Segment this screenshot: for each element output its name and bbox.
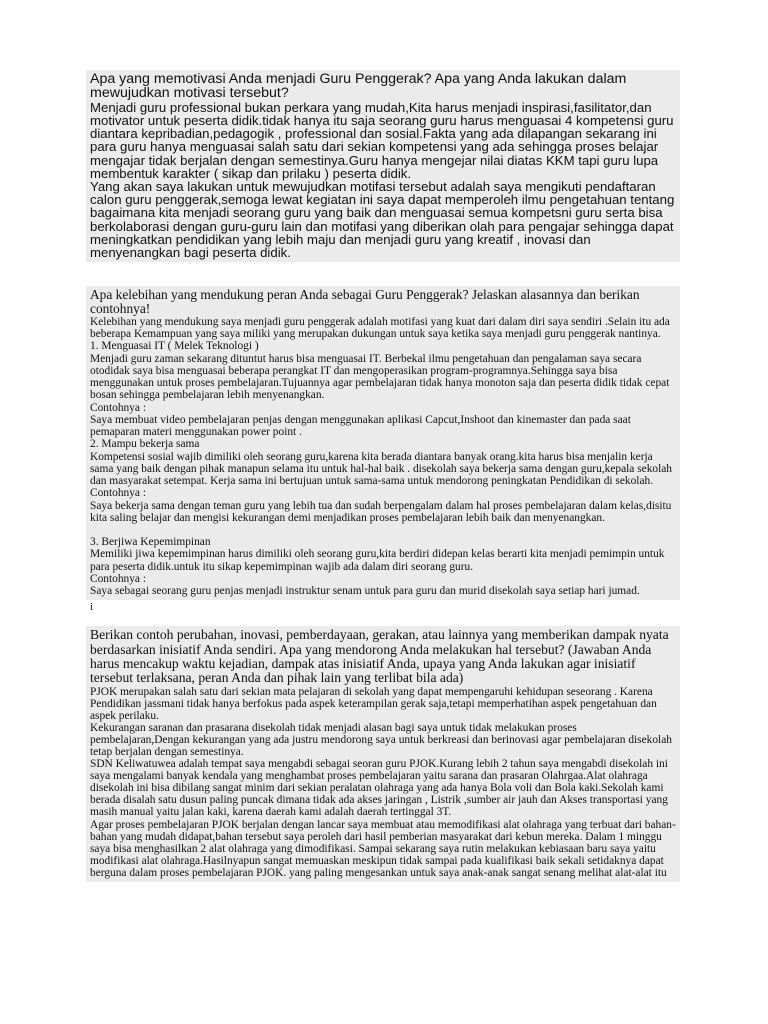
paragraph: Kompetensi sosial wajib dimiliki oleh seorang guru,karena kita berada diantara banyak orang.kita harus bisa menjalin kerja sama yang baik dengan pihak manapun selama itu untuk hal-hal baik . disekolah saya bekerja sama dengan guru,kepala sekolah dan masyarakat setempat. Kerja sama ini bertujuan untuk sama-sama untuk mendorong peningkatan Pendidikan di sekolah. (90, 450, 672, 488)
paragraph: Kekurangan saranan dan prasarana disekolah tidak menjadi alasan bagi saya untuk tidak melakukan proses pembelajaran,Dengan kekurangan yang ada justru mendorong saya untuk berkreasi dan berinovasi agar pembelajaran disekolah tetap berjalan dengan semestinya. (90, 721, 672, 758)
paragraph: Menjadi guru professional bukan perkara yang mudah,Kita harus menjadi inspirasi,fasilitator,dan motivator untuk peserta didik.tidak hanya itu saja seorang guru harus menguasai 4 kompetensi guru diantara kepribadian,pedagogik , professional dan sosial.Fakta yang ada dilapangan sekarang ini para guru hanya menguasai salah satu dari sekian kompetensi yang ada sehingga proses belajar mengajar tidak berjalan dengan semestinya.Guru hanya mengejar nilai diatas KKM tapi guru lupa membentuk karakter ( sikap dan prilaku ) peserta didik. (90, 99, 674, 181)
example-label: Contohnya : (90, 401, 147, 414)
paragraph: SDN Keliwatuwea adalah tempat saya mengabdi sebagai seoran guru PJOK.Kurang lebih 2 tahun saya mengabdi disekolah ini saya mengalami banyak kendala yang menghambat proses pembelajaran yaitu sarana dan prasaran Olahrgaa.Alat olahraga disekolah ini bisa dibilang sangat minim dari sekian peralatan olahraga yang ada hanya Bola voli dan Bola kaki.Sekolah kami berada disalah satu dusun paling puncak dimana tidak ada akses jaringan , Listrik ,sumber air jauh dan Akses transportasi yang masih manual yaitu jalan kaki, karena daerah kami adalah daerah tertinggal 3T. (90, 758, 668, 819)
section-question: Apa yang memotivasi Anda menjadi Guru Penggerak? Apa yang Anda lakukan dalam mewujudkan motivasi tersebut? (90, 71, 627, 102)
section-strengths (86, 286, 680, 600)
section-question: Berikan contoh perubahan, inovasi, pemberdayaan, gerakan, atau lainnya yang memberikan dampak nyata berdasarkan inisiatif Anda sendiri. Apa yang mendorong Anda melakukan hal tersebut? (Jawaban Anda harus mencakup waktu kejadian, dampak atas inisiatif Anda, upaya yang Anda lakukan agar inisiatif tersebut terlaksana, peran Anda dan pihak lain yang terlibat bila ada) (90, 627, 669, 686)
list-heading: 1. Menguasai IT ( Melek Teknologi ) (90, 340, 259, 353)
document-page (86, 70, 680, 882)
example-label: Contohnya : (90, 572, 147, 585)
paragraph: Yang akan saya lakukan untuk mewujudkan motifasi tersebut adalah saya mengikuti pendaftaran calon guru penggerak,semoga lewat kegiatan ini saya dapat memperoleh ilmu pengetahuan tentang bagaimana kita menjadi seorang guru yang baik dan menguasai semua kompetsni guru serta bisa berkolaborasi dengan guru-guru lain dan motifasi yang diberikan olah para pengajar sehingga dapat meningkatkan pendidikan yang lebih maju dan menjadi guru yang kreatif , inovasi dan menyenangkan bagi peserta didik. (90, 179, 675, 261)
paragraph: Menjadi guru zaman sekarang dituntut harus bisa menguasai IT. Berbekal ilmu pengetahuan dan pengalaman saya secara otodidak saya bisa menguasai beberapa perangkat IT dan mengoperasikan program-programnya.Sehingga saya bisa menggunakan untuk proses pembelajaran.Tujuannya agar pembelajaran tidak hanya monoton saja dan peserta didik tidak cepat bosan sehingga pembelajaran lebih menyenangkan. (90, 352, 670, 402)
spacer (90, 524, 676, 536)
list-heading: 2. Mampu bekerja sama (90, 438, 200, 451)
paragraph: Saya sebagai seorang guru penjas menjadi instruktur senam untuk para guru dan murid disekolah saya setiap hari jumad. (90, 585, 640, 598)
paragraph: Kelebihan yang mendukung saya menjadi guru penggerak adalah motifasi yang kuat dari dalam diri saya sendiri .Selain itu ada beberapa Kemampuan yang saya miliki yang merupakan dukungan untuk saya ketika saya menjadi guru penggerak nantinya. (90, 315, 670, 341)
paragraph: PJOK merupakan salah satu dari sekian mata pelajaran di sekolah yang dapat mempengaruhi kehidupan seseorang . Karena Pendidikan jassmani tidak hanya berfokus pada aspek keterampilan gerak saja,tetapi memperhatihan aspek pengetahuan dan aspek perilaku. (90, 685, 657, 722)
section-initiative (86, 626, 680, 882)
list-heading: 3. Berjiwa Kepemimpinan (90, 536, 211, 549)
paragraph: Memiliki jiwa kepemimpinan harus dimiliki oleh seorang guru,kita berdiri didepan kelas berarti kita menjadi pemimpin untuk para peserta didik.untuk itu sikap kepemimpinan wajib ada dalam diri seorang guru. (90, 548, 665, 573)
paragraph: Saya membuat video pembelajaran penjas dengan menggunakan aplikasi Capcut,Inshoot dan kinemaster dan pada saat pemaparan materi menggunakan power point . (90, 413, 631, 439)
stray-character: i (90, 601, 94, 614)
section-question: Apa kelebihan yang mendukung peran Anda sebagai Guru Penggerak? Jelaskan alasannya dan berikan contohnya! (90, 287, 640, 317)
paragraph: Saya bekerja sama dengan teman guru yang lebih tua dan sudah berpengalam dalam hal proses pembelajaran dalam kelas,disitu kita saling belajar dan mengisi kekurangan demi menjadikan proses pembelajaran lebih baik dan menyenangkan. (90, 499, 672, 524)
section-motivation (86, 70, 680, 262)
paragraph: Agar proses pembelajaran PJOK berjalan dengan lancar saya membuat atau memodifikasi alat olahraga yang terbuat dari bahan- bahan yang mudah didapat,bahan tersebut saya peroleh dari hasil pemberian masyarakat dari kebun mereka. Dalam 1 minggu saya bisa menghasilkan 2 alat olahraga yang dimodifikasi. Sampai sekarang saya rutin melakukan kebiasaan baru saya yaitu modifikasi alat olahraga.Hasilnyapun sangat memuaskan meskipun tidak sampai pada kualifikasi baik sekali setidaknya dapat berguna dalam proses pembelajaran PJOK. yang paling mengesankan untuk saya anak-anak sangat senang melihat alat-alat itu (90, 818, 676, 879)
example-label: Contohnya : (90, 487, 147, 500)
